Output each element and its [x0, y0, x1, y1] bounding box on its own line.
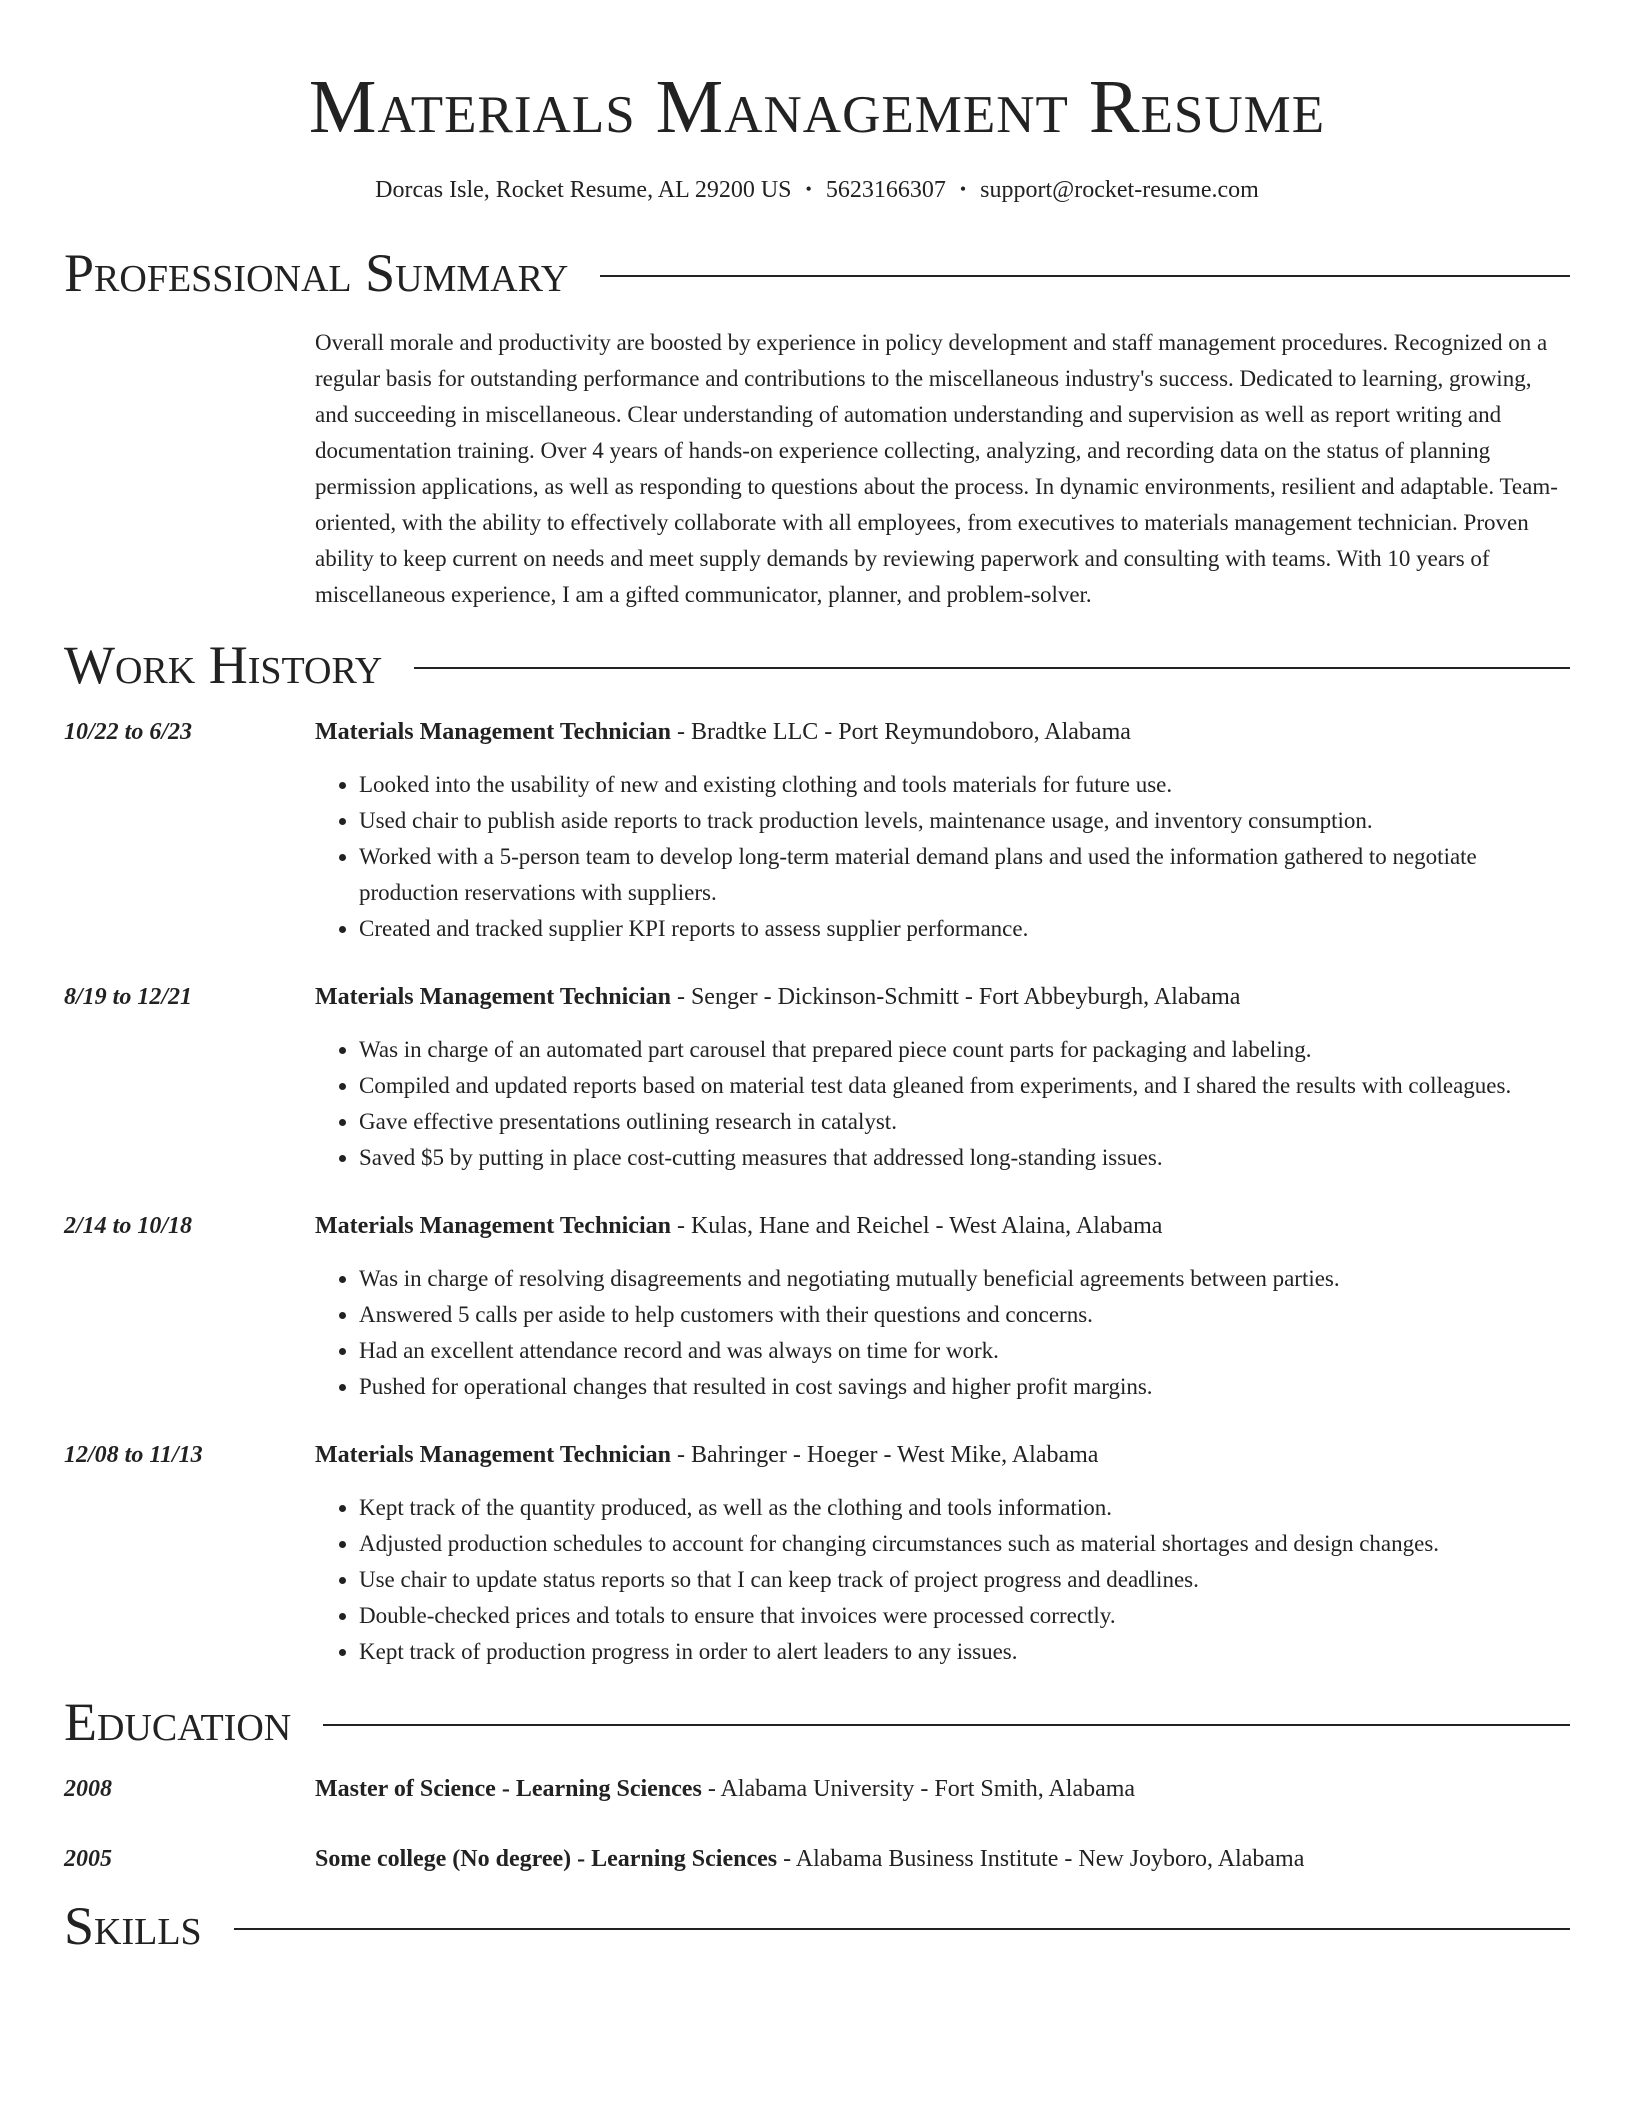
work-section-header — [64, 633, 1570, 697]
contact-email[interactable]: support@rocket-resume.com — [980, 177, 1259, 203]
education-year: 2005 — [64, 1846, 112, 1872]
resume-title: Materials Management Resume — [308, 65, 1326, 149]
section-divider — [414, 667, 1570, 669]
job-title: Materials Management Technician — [315, 1213, 671, 1239]
contact-address: Dorcas Isle, Rocket Resume, AL 29200 US — [375, 177, 792, 203]
job-entry — [64, 1209, 1570, 1405]
education-heading — [315, 1772, 1570, 1806]
list-item: • Use chair to update status reports so that I can keep track of project progress and deadlines. — [359, 1562, 1570, 1598]
section-divider — [323, 1724, 1570, 1726]
summary-section-header — [64, 241, 1570, 305]
list-item: • Looked into the usability of new and existing clothing and tools materials for future use. — [359, 767, 1570, 803]
education-entry — [64, 1772, 1570, 1806]
job-dates: 12/08 to 11/13 — [64, 1442, 203, 1468]
summary-text: Overall morale and productivity are boosted by experience in policy development and staff management procedures. Recognized on a regular basis for outstanding performance and contributions to the miscellaneous industry's success. Dedicated to learning, growing, and succeeding in miscellaneous. Clear understanding of automation understanding and supervision as well as report writing and documentation training. Over 4 years of hands-on experience collecting, analyzing, and recording data on the status of planning permission applications, as well as responding to questions about the process. In dynamic environments, resilient and adaptable. Team-oriented, with the ability to effectively collaborate with all employees, from executives to materials management technician. Proven ability to keep current on needs and meet supply demands by reviewing paperwork and consulting with teams. With 10 years of miscellaneous experience, I am a gifted communicator, planner, and problem-solver. — [315, 330, 1558, 607]
list-item: • Was in charge of resolving disagreements and negotiating mutually beneficial agreements between parties. — [359, 1261, 1570, 1297]
list-item: • Had an excellent attendance record and was always on time for work. — [359, 1333, 1570, 1369]
education-degree: Some college (No degree) - Learning Sciences — [315, 1846, 778, 1872]
list-item: • Was in charge of an automated part carousel that prepared piece count parts for packaging and labeling. — [359, 1032, 1570, 1068]
list-item: • Kept track of the quantity produced, as well as the clothing and tools information. — [359, 1490, 1570, 1526]
list-item: • Kept track of production progress in order to alert leaders to any issues. — [359, 1634, 1570, 1670]
skills-section-title: Skills — [64, 1896, 202, 1956]
education-school: - Alabama Business Institute - New Joyboro, Alabama — [777, 1846, 1305, 1872]
list-item: • Gave effective presentations outlining research in catalyst. — [359, 1104, 1570, 1140]
summary-section-title: Professional Summary — [64, 243, 569, 303]
job-bullets — [315, 1032, 1570, 1176]
job-title: Materials Management Technician — [315, 984, 671, 1010]
job-entry — [64, 715, 1570, 947]
list-item: • Compiled and updated reports based on material test data gleaned from experiments, and I shared the results with colleagues. — [359, 1068, 1570, 1104]
education-section-title: Education — [64, 1692, 292, 1752]
list-item: • Used chair to publish aside reports to track production levels, maintenance usage, and inventory consumption. — [359, 803, 1570, 839]
contact-line — [64, 174, 1570, 205]
job-dates: 10/22 to 6/23 — [64, 719, 193, 745]
job-employer: - Bahringer - Hoeger - West Mike, Alabama — [670, 1442, 1099, 1468]
contact-separator: • — [805, 179, 812, 199]
education-year: 2008 — [64, 1776, 112, 1802]
education-heading — [315, 1842, 1570, 1876]
list-item: • Worked with a 5-person team to develop long-term material demand plans and used the information gathered to negotiate production reservations with suppliers. — [359, 839, 1570, 911]
list-item: • Saved $5 by putting in place cost-cutting measures that addressed long-standing issues. — [359, 1140, 1570, 1176]
education-entry — [64, 1842, 1570, 1876]
job-bullets — [315, 1490, 1570, 1670]
job-heading — [315, 1438, 1570, 1472]
education-degree: Master of Science - Learning Sciences — [315, 1776, 702, 1802]
education-section-header — [64, 1690, 1570, 1754]
contact-phone: 5623166307 — [825, 177, 946, 203]
job-heading — [315, 715, 1570, 749]
contact-separator: • — [959, 179, 967, 199]
job-entry — [64, 1438, 1570, 1670]
resume-page — [64, 0, 1570, 1958]
job-dates: 2/14 to 10/18 — [64, 1213, 193, 1239]
work-section-title: Work History — [64, 635, 383, 695]
job-heading — [315, 980, 1570, 1014]
job-bullets — [315, 1261, 1570, 1405]
job-bullets — [315, 767, 1570, 947]
job-employer: - Kulas, Hane and Reichel - West Alaina, Alabama — [670, 1213, 1163, 1239]
job-entry — [64, 980, 1570, 1176]
list-item: • Double-checked prices and totals to ensure that invoices were processed correctly. — [359, 1598, 1570, 1634]
job-dates: 8/19 to 12/21 — [64, 984, 193, 1010]
skills-section-header — [64, 1894, 1570, 1958]
section-divider — [234, 1928, 1570, 1930]
list-item: • Adjusted production schedules to account for changing circumstances such as material shortages and design changes. — [359, 1526, 1570, 1562]
list-item: • Created and tracked supplier KPI reports to assess supplier performance. — [359, 911, 1570, 947]
job-title: Materials Management Technician — [315, 1442, 671, 1468]
education-school: - Alabama University - Fort Smith, Alabama — [701, 1776, 1136, 1802]
job-heading — [315, 1209, 1570, 1243]
list-item: • Answered 5 calls per aside to help customers with their questions and concerns. — [359, 1297, 1570, 1333]
list-item: • Pushed for operational changes that resulted in cost savings and higher profit margins. — [359, 1369, 1570, 1405]
job-title: Materials Management Technician — [315, 719, 671, 745]
section-divider — [600, 275, 1570, 277]
job-employer: - Senger - Dickinson-Schmitt - Fort Abbeyburgh, Alabama — [670, 984, 1241, 1010]
job-employer: - Bradtke LLC - Port Reymundoboro, Alabama — [670, 719, 1131, 745]
